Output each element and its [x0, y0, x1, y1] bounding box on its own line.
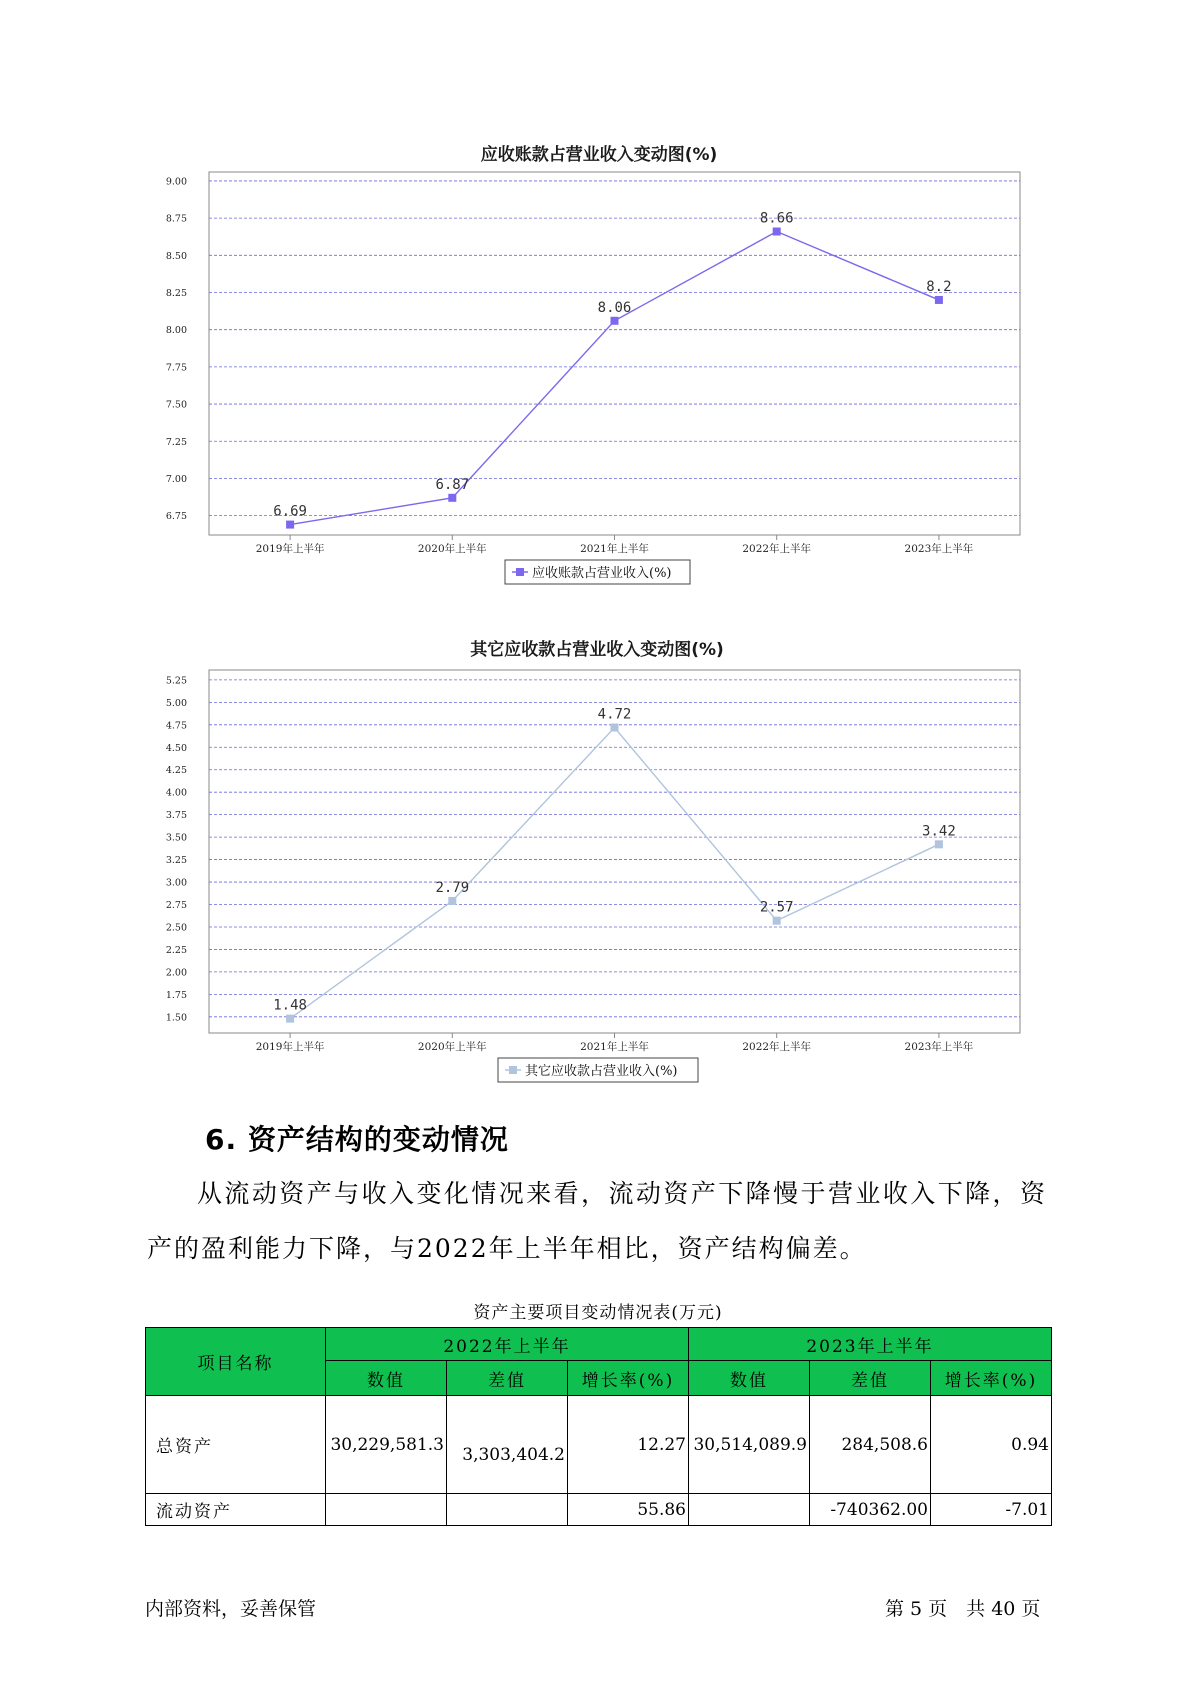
y-tick-label: 8.00 — [165, 325, 187, 337]
y-tick-label: 4.00 — [165, 787, 187, 799]
data-point — [448, 494, 456, 502]
header-diff: 差值 — [810, 1361, 931, 1396]
footer-confidential-note: 内部资料，妥善保管 — [145, 1598, 317, 1620]
y-tick-label: 3.25 — [165, 855, 187, 867]
y-tick-label: 2.50 — [165, 922, 187, 934]
data-label: 1.48 — [273, 997, 307, 1014]
asset-table — [145, 1327, 1052, 1526]
cell-diff: 3,303,404.2 — [447, 1396, 568, 1494]
data-point — [773, 917, 781, 925]
header-period-2022: 2022年上半年 — [326, 1328, 689, 1361]
y-tick-label: 7.00 — [165, 473, 187, 485]
table-caption: 资产主要项目变动情况表(万元) — [473, 1303, 723, 1323]
series-line — [290, 728, 939, 1019]
y-tick-label: 8.25 — [165, 288, 187, 300]
data-label: 6.69 — [273, 503, 307, 520]
y-tick-label: 4.50 — [165, 742, 187, 754]
chart-legend — [505, 560, 690, 584]
chart-legend — [498, 1058, 698, 1082]
series-line — [290, 232, 939, 525]
data-point — [448, 897, 456, 905]
x-tick-label: 2023年上半年 — [904, 543, 974, 555]
cell-rate: -7.01 — [931, 1494, 1052, 1526]
header-value: 数值 — [326, 1361, 447, 1396]
table-row — [146, 1396, 1052, 1494]
x-tick-label: 2023年上半年 — [904, 1041, 974, 1053]
y-tick-label: 7.75 — [165, 362, 187, 374]
plot-frame — [209, 172, 1020, 535]
body-paragraph: 从流动资产与收入变化情况来看，流动资产下降慢于营业收入下降，资产的盈利能力下降，与2022年上半年相比，资产结构偏差。 — [147, 1179, 1047, 1263]
data-point — [611, 317, 619, 325]
y-tick-label: 3.75 — [165, 810, 187, 822]
y-tick-label: 5.00 — [165, 697, 187, 709]
y-tick-label: 2.25 — [165, 944, 187, 956]
table-row — [146, 1494, 1052, 1526]
data-point — [286, 521, 294, 529]
row-name: 总资产 — [146, 1396, 326, 1494]
data-point — [611, 724, 619, 732]
footer-page-number: 第 5 页 共 40 页 — [885, 1598, 1041, 1620]
y-tick-label: 4.25 — [165, 765, 187, 777]
data-point — [935, 296, 943, 304]
data-label: 2.79 — [435, 879, 470, 896]
x-tick-label: 2019年上半年 — [255, 1041, 325, 1053]
data-label: 8.66 — [759, 210, 794, 227]
x-tick-label: 2020年上半年 — [417, 1041, 487, 1053]
legend-label: 其它应收款占营业收入(%) — [525, 1064, 678, 1079]
data-point — [773, 228, 781, 236]
data-label: 3.42 — [922, 823, 956, 840]
y-tick-label: 5.25 — [165, 675, 187, 687]
cell-diff — [447, 1494, 568, 1526]
header-rate: 增长率(%) — [931, 1361, 1052, 1396]
y-tick-label: 1.75 — [165, 989, 187, 1001]
data-point — [286, 1015, 294, 1023]
chart-title: 应收账款占营业收入变动图(%) — [480, 145, 718, 165]
section-heading: 6. 资产结构的变动情况 — [205, 1123, 509, 1156]
cell-rate: 12.27 — [568, 1396, 689, 1494]
x-tick-label: 2021年上半年 — [580, 543, 649, 555]
y-tick-label: 8.75 — [165, 213, 187, 225]
header-rate: 增长率(%) — [568, 1361, 689, 1396]
y-tick-label: 2.75 — [165, 900, 187, 912]
data-label: 2.57 — [759, 899, 794, 916]
header-diff: 差值 — [447, 1361, 568, 1396]
other-receivables-revenue-chart — [0, 630, 1191, 1100]
cell-value: 30,229,581.3 — [326, 1396, 447, 1494]
y-tick-label: 3.50 — [165, 832, 187, 844]
y-tick-label: 9.00 — [165, 176, 187, 188]
header-value: 数值 — [689, 1361, 810, 1396]
x-tick-label: 2020年上半年 — [417, 543, 487, 555]
cell-rate: 0.94 — [931, 1396, 1052, 1494]
header-period-2023: 2023年上半年 — [689, 1328, 1052, 1361]
legend-label: 应收账款占营业收入(%) — [532, 566, 672, 581]
header-item-name: 项目名称 — [146, 1328, 326, 1396]
cell-diff: -740362.00 — [810, 1494, 931, 1526]
cell-value — [326, 1494, 447, 1526]
data-label: 8.2 — [926, 278, 952, 295]
receivables-revenue-chart — [0, 130, 1191, 600]
y-tick-label: 7.25 — [165, 436, 187, 448]
cell-value — [689, 1494, 810, 1526]
data-point — [935, 840, 943, 848]
x-tick-label: 2022年上半年 — [742, 543, 812, 555]
x-tick-label: 2021年上半年 — [580, 1041, 649, 1053]
cell-value: 30,514,089.9 — [689, 1396, 810, 1494]
x-tick-label: 2022年上半年 — [742, 1041, 812, 1053]
y-tick-label: 7.50 — [165, 399, 187, 411]
y-tick-label: 2.00 — [165, 967, 187, 979]
y-tick-label: 1.50 — [165, 1012, 187, 1024]
y-tick-label: 8.50 — [165, 250, 187, 262]
cell-rate: 55.86 — [568, 1494, 689, 1526]
cell-diff: 284,508.6 — [810, 1396, 931, 1494]
data-label: 6.87 — [435, 476, 470, 493]
data-label: 4.72 — [597, 706, 632, 723]
y-tick-label: 3.00 — [165, 877, 187, 889]
row-name: 流动资产 — [146, 1494, 326, 1526]
y-tick-label: 4.75 — [165, 720, 187, 732]
chart-title: 其它应收款占营业收入变动图(%) — [470, 640, 724, 660]
y-tick-label: 6.75 — [165, 511, 187, 523]
x-tick-label: 2019年上半年 — [255, 543, 325, 555]
data-label: 8.06 — [597, 299, 632, 316]
